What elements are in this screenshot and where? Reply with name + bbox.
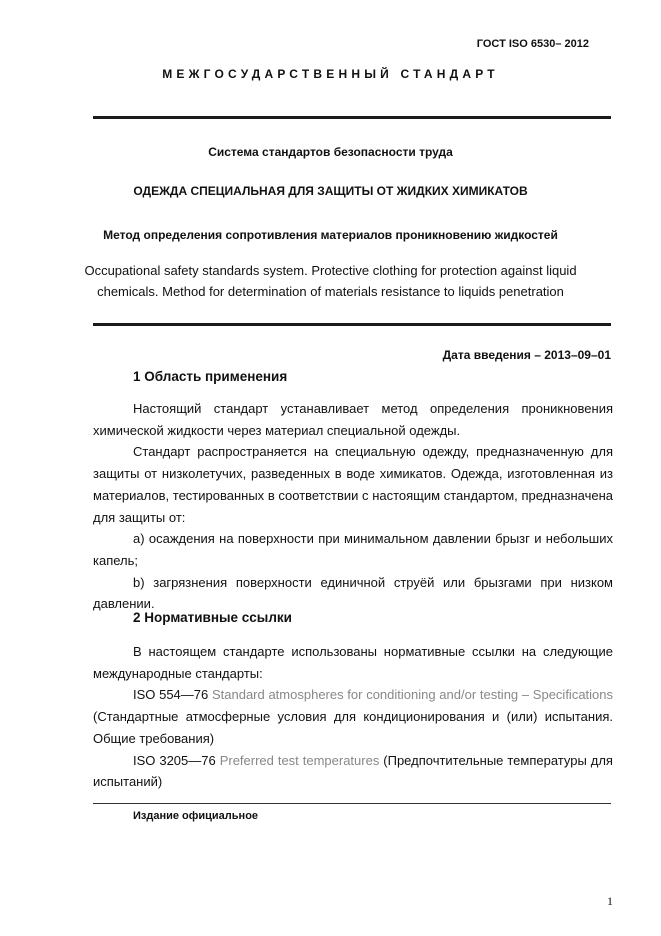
- section-1-body: [93, 398, 613, 615]
- english-title: [0, 260, 661, 302]
- section-1-paragraph-2: Стандарт распространяется на специальную одежду, предназначенную для защиты от низколетучих, разведенных в воде химикатов. Одежда, изготовленная из материалов, тестированных в соответствии с настоящим стандартом, предназначена для защиты от:: [93, 444, 613, 525]
- english-title-line-2: chemicals. Method for determination of materials resistance to liquids penetration: [97, 284, 564, 299]
- reference-iso-554: [93, 684, 613, 749]
- section-1-item-b: b) загрязнения поверхности единичной струёй или брызгами при низком давлении.: [93, 574, 613, 612]
- title-bottom-rule: [93, 323, 611, 326]
- official-edition-label: Издание официальное: [133, 810, 259, 822]
- reference-2-code: ISO 3205—76: [133, 752, 216, 768]
- introduction-date: Дата введения – 2013–09–01: [442, 348, 611, 362]
- title-top-rule: [93, 116, 611, 119]
- footer-rule: [93, 803, 611, 804]
- standard-code: ГОСТ ISO 6530– 2012: [476, 38, 589, 50]
- section-2-heading: 2 Нормативные ссылки: [133, 610, 292, 625]
- document-title: ОДЕЖДА СПЕЦИАЛЬНАЯ ДЛЯ ЗАЩИТЫ ОТ ЖИДКИХ ХИМИКАТОВ: [133, 184, 528, 198]
- reference-1-russian-title: (Стандартные атмосферные условия для кондиционирования и (или) испытания. Общие требования): [93, 709, 613, 746]
- section-1-item-a: а) осаждения на поверхности при минимальном давлении брызг и небольших капель;: [93, 531, 613, 568]
- page-number: 1: [607, 894, 613, 908]
- english-title-line-1: Occupational safety standards system. Protective clothing for protection against liquid: [84, 263, 577, 278]
- section-2-body: [93, 641, 613, 793]
- interstate-standard-label: МЕЖГОСУДАРСТВЕННЫЙ СТАНДАРТ: [162, 67, 499, 81]
- reference-iso-3205: [93, 750, 613, 793]
- system-title: Система стандартов безопасности труда: [208, 145, 453, 159]
- section-2-paragraph-1: В настоящем стандарте использованы нормативные ссылки на следующие международные стандарты:: [93, 644, 613, 681]
- reference-1-code: ISO 554—76: [133, 687, 209, 703]
- section-1-paragraph-1: Настоящий стандарт устанавливает метод определения проникновения химической жидкости через материал специальной одежды.: [93, 401, 613, 438]
- section-1-heading: 1 Область применения: [133, 369, 288, 384]
- method-title: Метод определения сопротивления материалов проникновению жидкостей: [103, 228, 558, 242]
- reference-2-russian-title: (Предпочтительные температуры для испытаний): [93, 752, 613, 790]
- reference-1-english-title: Standard atmospheres for conditioning and/or testing – Specifications: [211, 687, 614, 703]
- reference-2-english-title: Preferred test temperatures: [219, 752, 380, 768]
